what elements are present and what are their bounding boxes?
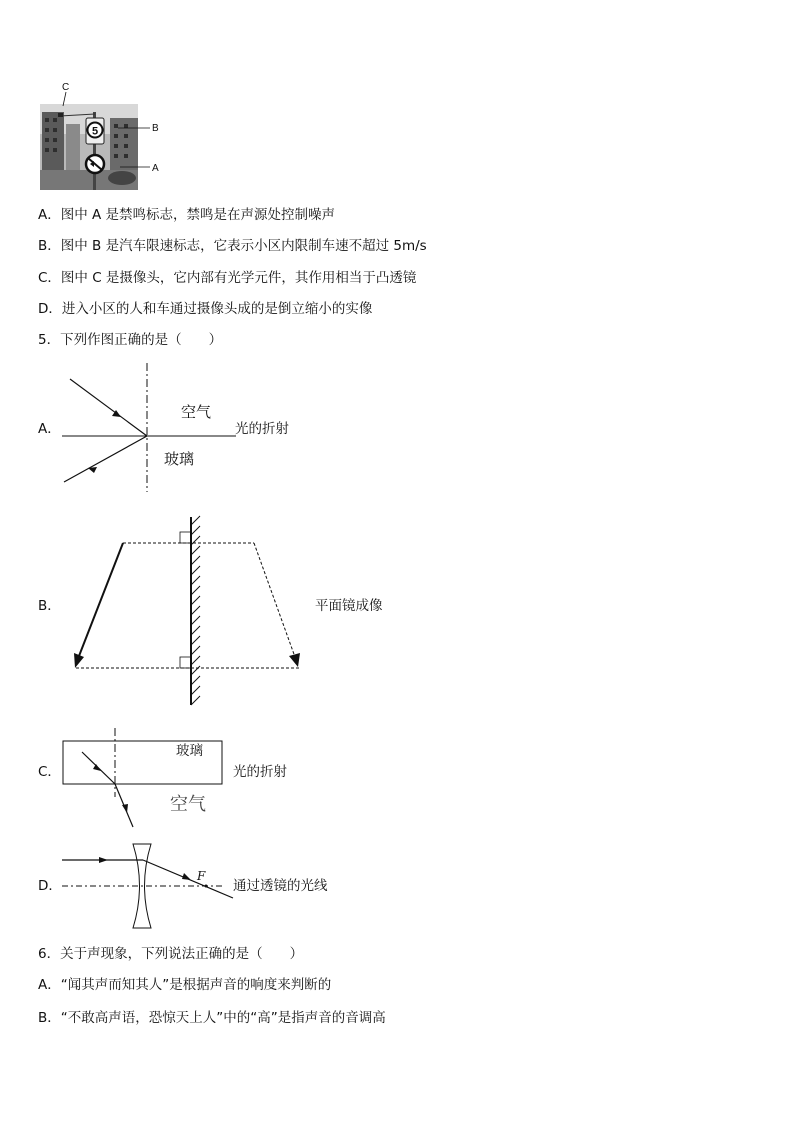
diagram-a-caption: 光的折射 — [235, 421, 289, 437]
q5-d-letter: D． — [38, 878, 62, 894]
q4-option-b: B．图中 B 是汽车限速标志，它表示小区内限制车速不超过 5m/s — [38, 238, 427, 254]
diagram-d-focus-label: F — [197, 869, 206, 883]
sign-speed-number: 5 — [91, 125, 99, 138]
diagram-c-air-label: 空气 — [170, 794, 206, 815]
q5-c-letter: C． — [38, 764, 61, 780]
q5-stem: 5．下列作图正确的是（ ） — [38, 332, 223, 348]
q4-option-a: A．图中 A 是禁鸣标志，禁鸣是在声源处控制噪声 — [38, 207, 336, 223]
q4-option-d: D．进入小区的人和车通过摄像头成的是倒立缩小的实像 — [38, 301, 373, 317]
diagram-a-glass-label: 玻璃 — [164, 450, 195, 468]
q6-option-a: A．“闻其声而知其人”是根据声音的响度来判断的 — [38, 977, 332, 993]
q4-option-c: C．图中 C 是摄像头，它内部有光学元件，其作用相当于凸透镜 — [38, 270, 417, 286]
q6-option-b: B．“不敢高声语，恐惊天上人”中的“高”是指声音的音调高 — [38, 1010, 386, 1026]
diagram-d-caption: 通过透镜的光线 — [233, 878, 328, 894]
diagram-a-air-label: 空气 — [181, 403, 212, 421]
photo-label-b: B — [152, 123, 159, 134]
q6-stem: 6．关于声现象，下列说法正确的是（ ） — [38, 946, 304, 962]
photo-label-c: C — [62, 82, 70, 93]
photo-label-a: A — [152, 163, 159, 174]
diagram-c-caption: 光的折射 — [233, 764, 287, 780]
diagram-b-caption: 平面镜成像 — [315, 598, 383, 614]
q5-b-letter: B． — [38, 598, 61, 614]
diagram-c-glass-label: 玻璃 — [176, 743, 203, 759]
q5-a-letter: A． — [38, 421, 61, 437]
